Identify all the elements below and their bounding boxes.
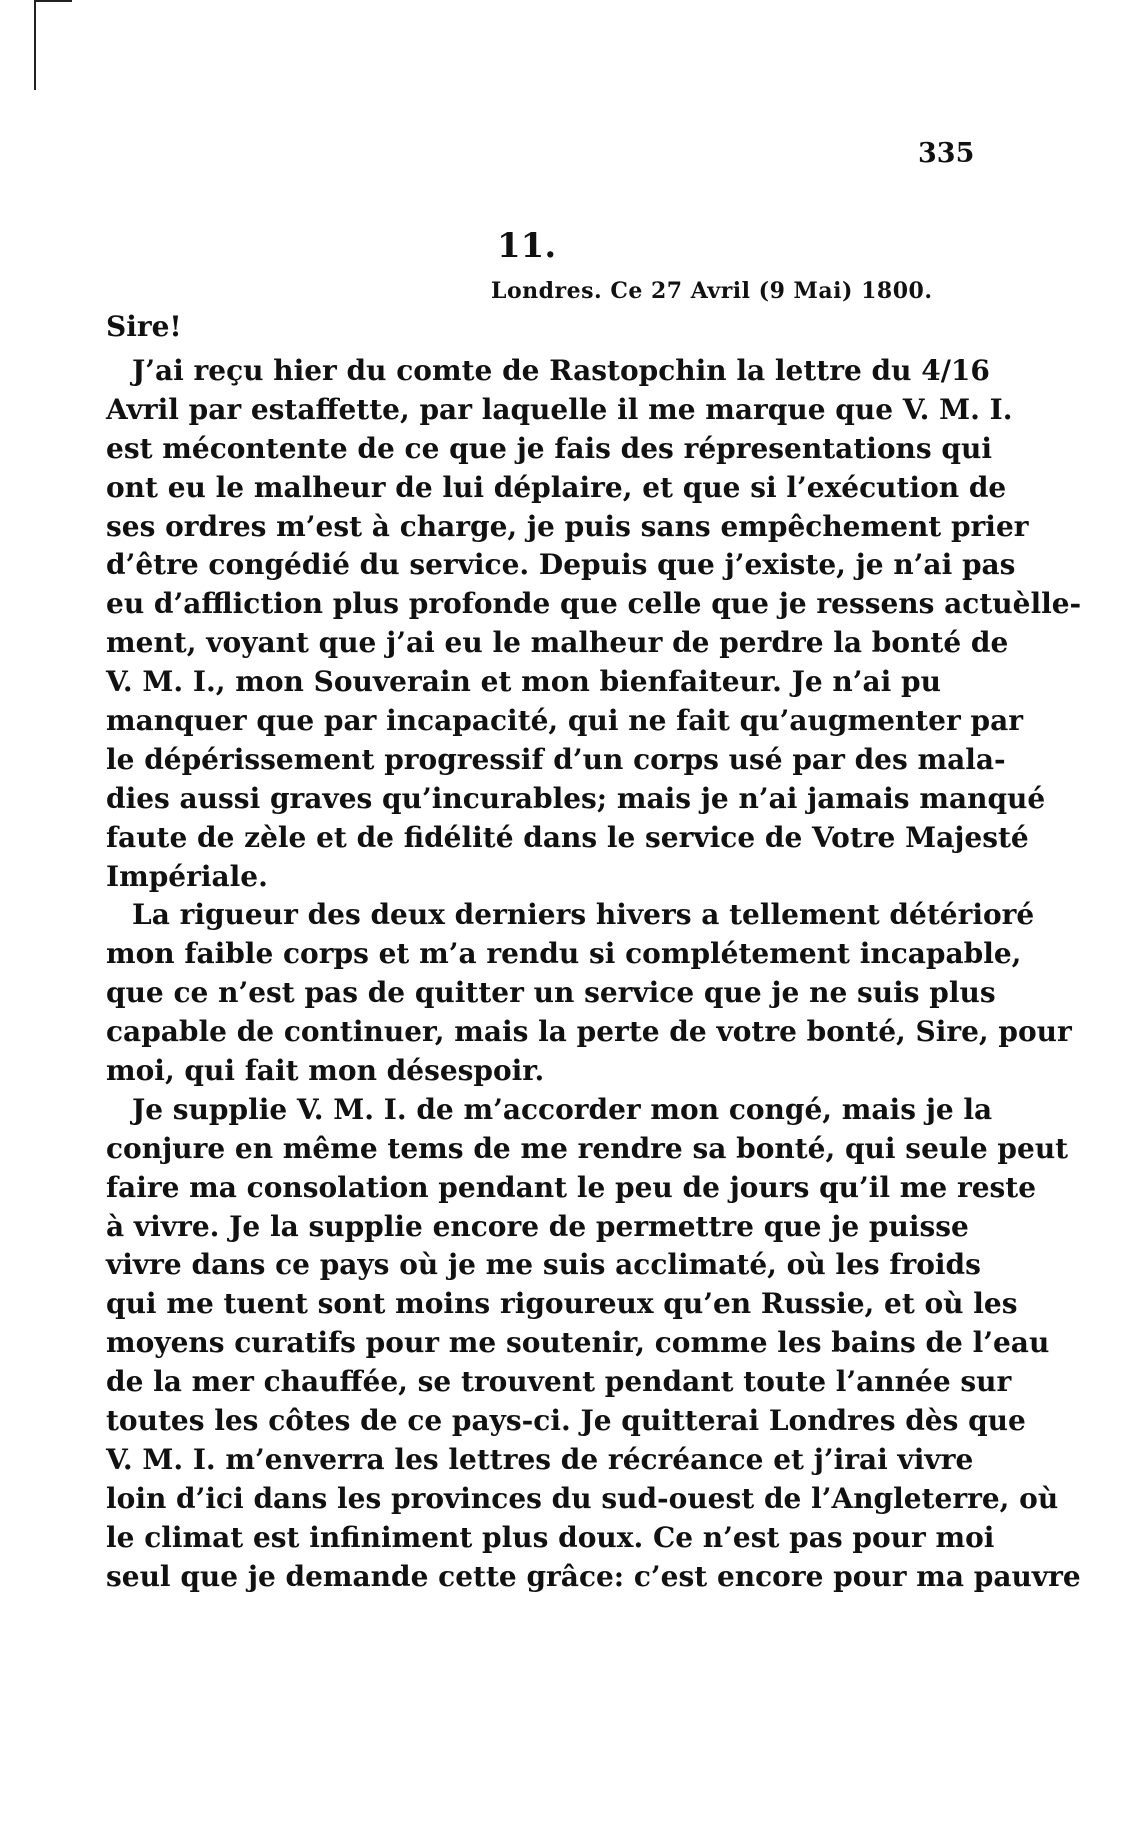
body-line: loin d’ici dans les provinces du sud-ouest de l’Angleterre, où	[106, 1481, 1059, 1515]
body-line: dies aussi graves qu’incurables; mais je n’ai jamais manqué	[106, 781, 1046, 815]
body-line: J’ai reçu hier du comte de Rastopchin la lettre du 4/16	[132, 354, 990, 387]
letter-dateline: Londres. Ce 27 Avril (9 Mai) 1800.	[491, 278, 933, 304]
body-line: manquer que par incapacité, qui ne fait qu’augmenter par	[106, 704, 1023, 738]
body-line: à vivre. Je la supplie encore de permettre que je puisse	[106, 1209, 969, 1243]
scan-corner-mark	[34, 0, 72, 90]
body-line: de la mer chauffée, se trouvent pendant toute l’année sur	[106, 1365, 1012, 1399]
body-line: le dépérissement progressif d’un corps usé par des mala-	[106, 742, 1006, 776]
body-line: Je supplie V. M. I. de m’accorder mon congé, mais je la	[132, 1092, 993, 1126]
body-line: faire ma consolation pendant le peu de jours qu’il me reste	[106, 1170, 1037, 1204]
body-line: qui me tuent sont moins rigoureux qu’en Russie, et où les	[106, 1287, 1018, 1321]
body-line: Impériale.	[106, 859, 268, 893]
body-line: ment, voyant que j’ai eu le malheur de perdre la bonté de	[106, 626, 1009, 660]
body-line: capable de continuer, mais la perte de votre bonté, Sire, pour	[106, 1015, 1072, 1049]
body-line: moi, qui fait mon désespoir.	[106, 1054, 545, 1088]
body-line: moyens curatifs pour me soutenir, comme les bains de l’eau	[106, 1326, 1050, 1360]
body-line: V. M. I. m’enverra les lettres de récréance et j’irai vivre	[106, 1442, 974, 1476]
body-line: vivre dans ce pays où je me suis acclimaté, où les froids	[106, 1248, 981, 1282]
page-number: 335	[918, 138, 975, 169]
body-line: faute de zèle et de fidélité dans le service de Votre Majesté	[106, 820, 1029, 854]
letter-salutation: Sire!	[106, 310, 182, 343]
letter-number: 11.	[497, 226, 557, 266]
body-line: Avril par estaffette, par laquelle il me marque que V. M. I.	[106, 392, 1013, 426]
body-line: d’être congédié du service. Depuis que j’existe, je n’ai pas	[106, 548, 1016, 582]
body-line: est mécontente de ce que je fais des répresentations qui	[106, 431, 992, 465]
body-line: V. M. I., mon Souverain et mon bienfaiteur. Je n’ai pu	[106, 665, 941, 699]
body-line: ont eu le malheur de lui déplaire, et que si l’exécution de	[106, 470, 1007, 504]
body-line: eu d’affliction plus profonde que celle que je ressens actuèlle-	[106, 587, 1082, 621]
body-line: mon faible corps et m’a rendu si complétement incapable,	[106, 937, 1022, 971]
body-line: ses ordres m’est à charge, je puis sans empêchement prier	[106, 509, 1029, 543]
body-line: que ce n’est pas de quitter un service que je ne suis plus	[106, 976, 996, 1010]
body-line: le climat est infiniment plus doux. Ce n’est pas pour moi	[106, 1520, 995, 1554]
letter-body	[106, 352, 1082, 1597]
body-line: conjure en même tems de me rendre sa bonté, qui seule peut	[106, 1131, 1069, 1165]
body-line: La rigueur des deux derniers hivers a tellement détérioré	[132, 898, 1035, 932]
body-line: toutes les côtes de ce pays-ci. Je quitterai Londres dès que	[106, 1404, 1026, 1438]
body-line: seul que je demande cette grâce: c’est encore pour ma pauvre	[106, 1559, 1081, 1593]
